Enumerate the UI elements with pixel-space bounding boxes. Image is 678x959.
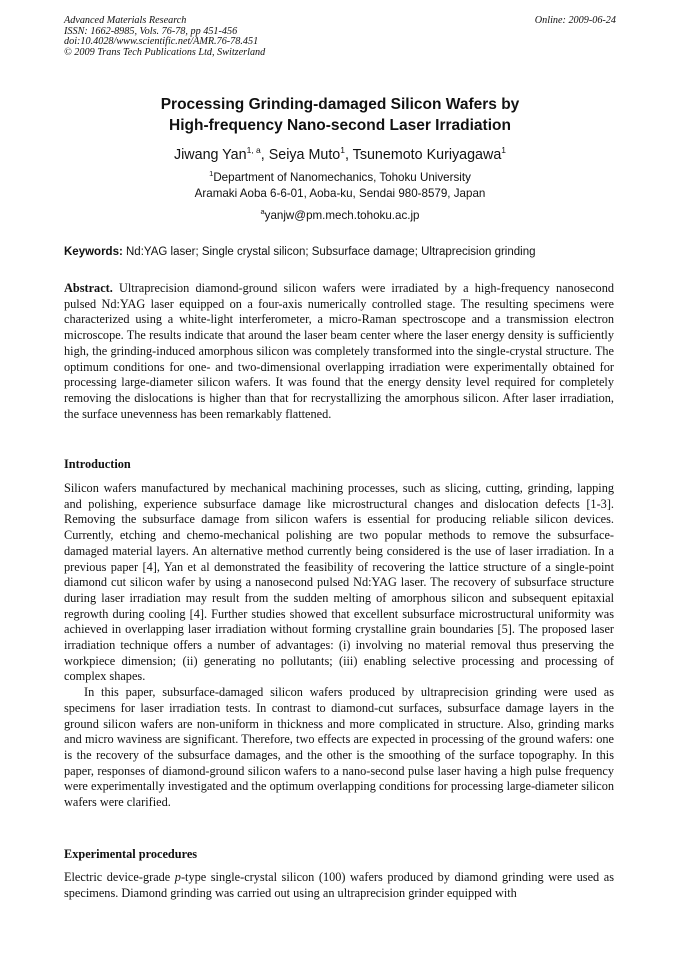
intro-paragraph-2: In this paper, subsurface-damaged silicon wafers produced by ultraprecision grinding were used as specimens for laser irradiation tests. In contrast to diamond-cut surfaces, subsurface damage layers in the ground silicon wafers are non-uniform in thickness and more complicated in structure. Also, grinding marks and micro waviness are significant. Therefore, two effects are expected in processing of the ground wafers: one is the recovery of the subsurface damages, and the other is the smoothing of the surface topography. In this paper, responses of diamond-ground silicon wafers to a nano-second pulse laser having a high pulse frequency were experimentally investigated and the optimum overlapping conditions for processing large-diameter silicon wafers were clarified. [64,685,614,810]
issn-line: ISSN: 1662-8985, Vols. 76-78, pp 451-456 [64,25,238,37]
journal-name: Advanced Materials Research [64,15,187,26]
email-sup: a [260,207,265,217]
paper-title [64,94,616,136]
author-separator: , [344,147,353,163]
author-list [64,146,616,164]
doi-line: doi:10.4028/www.scientific.net/AMR.76-78.451 [64,36,259,48]
author-sup: 1 [340,145,345,156]
title-line-1: Processing Grinding-damaged Silicon Wafers by [160,96,520,113]
intro-paragraph-1: Silicon wafers manufactured by mechanical machining processes, such as slicing, cutting, grinding, lapping and polishing, experience subsurface damage like microstructural changes and dislocation defects [1-3]. Removing the subsurface damage from silicon wafers is essential for producing reliable silicon devices. Currently, etching and chemo-mechanical polishing are two popular methods to remove the subsurface-damaged material layers. An alternative method currently being considered is the use of laser irradiation. In a previous paper [4], Yan et al demonstrated the feasibility of recovering the lattice structure of a single-point diamond cut silicon wafer by using a nanosecond pulsed Nd:YAG laser. The recovery of subsurface structure during laser irradiation may result from the sudden melting of amorphous silicon and subsequent epitaxial regrowth during cooling [4]. Further studies showed that excellent subsurface microstructural uniformity was achieved in overlapping laser irradiation without forming crystalline grain boundaries [5]. The proposed laser irradiation technique offers a number of advantages: (i) involving no material removal thus preserving the workpiece dimension; (ii) generating no pollutants; (iii) enabling selective processing and processing of complex shapes. [64,481,614,684]
introduction-heading: Introduction [64,457,131,471]
online-date: Online: 2009-06-24 [534,15,616,26]
title-line-2: High-frequency Nano-second Laser Irradiation [169,117,511,134]
experimental-text-pre: Electric device-grade [64,870,175,884]
author-name: Seiya Muto [268,147,341,163]
keywords-text: Nd:YAG laser; Single crystal silicon; Subsurface damage; Ultraprecision grinding [122,246,536,258]
experimental-heading: Experimental procedures [64,847,198,861]
author-name: Tsunemoto Kuriyagawa [352,147,502,163]
introduction-body [64,481,614,811]
abstract [64,281,614,422]
experimental-italic: p [174,870,181,884]
email-address[interactable]: yanjw@pm.mech.tohoku.ac.jp [264,209,420,222]
keywords-label: Keywords: [64,246,123,258]
journal-header [64,16,616,58]
copyright-line: © 2009 Trans Tech Publications Ltd, Switzerland [64,46,266,58]
abstract-text: Ultraprecision diamond-ground silicon wafers were irradiated by a high-frequency nanosecond pulsed Nd:YAG laser equipped on a four-axis numerically controlled stage. The resulting specimens were characterized using a white-light interferometer, a micro-Raman spectroscope and a transmission electron microscope. The results indicate that around the laser beam center where the laser energy density is sufficiently high, the grinding-induced amorphous silicon was completely transformed into the single-crystal structure. The optimum conditions for one- and two-dimensional overlapping irradiation were experimentally obtained for processing large-diameter silicon wafers. It was found that the energy density level required for completely removing the dislocations is higher than that for recrystallizing the amorphous silicon. After laser irradiation, the surface unevenness has been remarkably flattened. [64,281,614,421]
affiliation-dept: Department of Nanomechanics, Tohoku University [213,171,471,184]
author-sup: 1, a [246,145,261,156]
affiliation [64,170,616,202]
author-separator: , [260,147,269,163]
abstract-label: Abstract. [64,281,113,295]
author-sup: 1 [501,145,507,156]
author-email [64,208,616,224]
keywords [64,244,624,260]
experimental-body [64,870,614,901]
experimental-text-post: -type single-crystal silicon (100) wafers produced by diamond grinding were used as specimens. Diamond grinding was carried out using an ultraprecision grinder equipped with [64,870,614,900]
affiliation-address: Aramaki Aoba 6-6-01, Aoba-ku, Sendai 980-8579, Japan [194,187,486,200]
author-name: Jiwang Yan [173,147,247,163]
affiliation-sup: 1 [209,169,214,179]
